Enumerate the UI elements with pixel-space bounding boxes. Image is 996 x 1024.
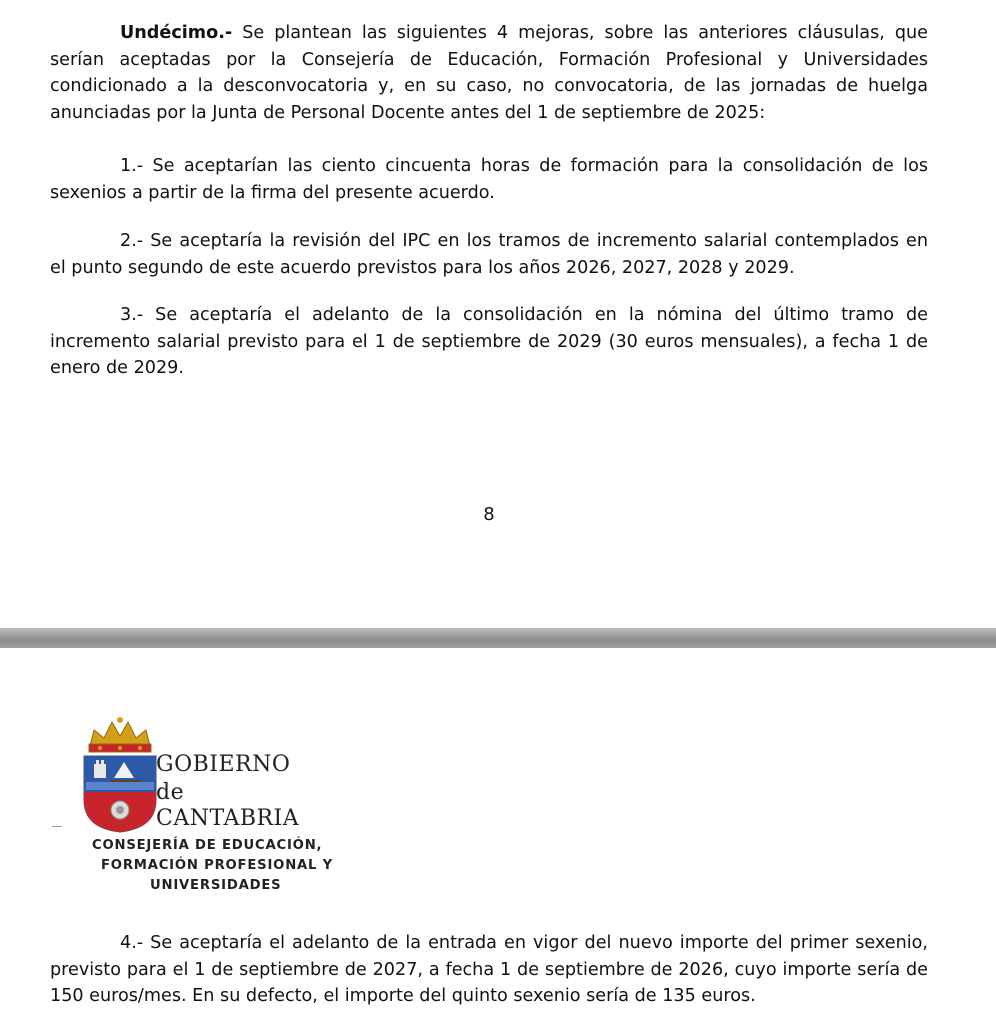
improvement-item-1 (50, 153, 928, 206)
crown-icon (89, 717, 151, 752)
logo-line-de: de (156, 780, 185, 805)
page-number: 8 (483, 504, 495, 525)
improvement-item-2 (50, 228, 928, 281)
department-line-3: UNIVERSIDADES (150, 878, 282, 893)
page-divider (0, 628, 996, 648)
clause-undecimo-intro (50, 20, 928, 126)
margin-mark (52, 826, 62, 827)
logo-line-cantabria: CANTABRIA (156, 806, 300, 831)
department-line-1: CONSEJERÍA DE EDUCACIÓN, (92, 838, 323, 853)
clause-intro-text: Se plantean las siguientes 4 mejoras, sobre las anteriores cláusulas, que serían aceptadas por la Consejería de Educación, Formación Profesional y Universidades condicionado a la desconvocatoria y, en su caso, no convocatoria, de las jornadas de huelga anunciadas por la Junta de Personal Docente antes del 1 de septiembre de 2025: (50, 23, 928, 123)
shield-icon (84, 756, 156, 832)
logo-line-gobierno: GOBIERNO (156, 752, 291, 777)
department-line-2: FORMACIÓN PROFESIONAL Y (101, 858, 333, 873)
item-2-text: 2.- Se aceptaría la revisión del IPC en los tramos de incremento salarial contemplados en el punto segundo de este acuerdo previstos para los años 2026, 2027, 2028 y 2029. (50, 231, 928, 278)
gobierno-cantabria-logo (70, 716, 370, 896)
clause-heading: Undécimo.- (120, 23, 233, 43)
item-3-text: 3.- Se aceptaría el adelanto de la consolidación en la nómina del último tramo de incremento salarial previsto para el 1 de septiembre de 2029 (30 euros mensuales), a fecha 1 de enero de 2029. (50, 305, 928, 378)
item-4-text: 4.- Se aceptaría el adelanto de la entrada en vigor del nuevo importe del primer sexenio, previsto para el 1 de septiembre de 2027, a fecha 1 de septiembre de 2026, cuyo importe sería de 150 euros/mes. En su defecto, el importe del quinto sexenio sería de 135 euros. (50, 933, 928, 1006)
coat-of-arms-icon (80, 716, 160, 834)
item-1-text: 1.- Se aceptarían las ciento cincuenta horas de formación para la consolidación de los sexenios a partir de la firma del presente acuerdo. (50, 156, 928, 203)
improvement-item-4 (50, 930, 928, 1010)
improvement-item-3 (50, 302, 928, 382)
